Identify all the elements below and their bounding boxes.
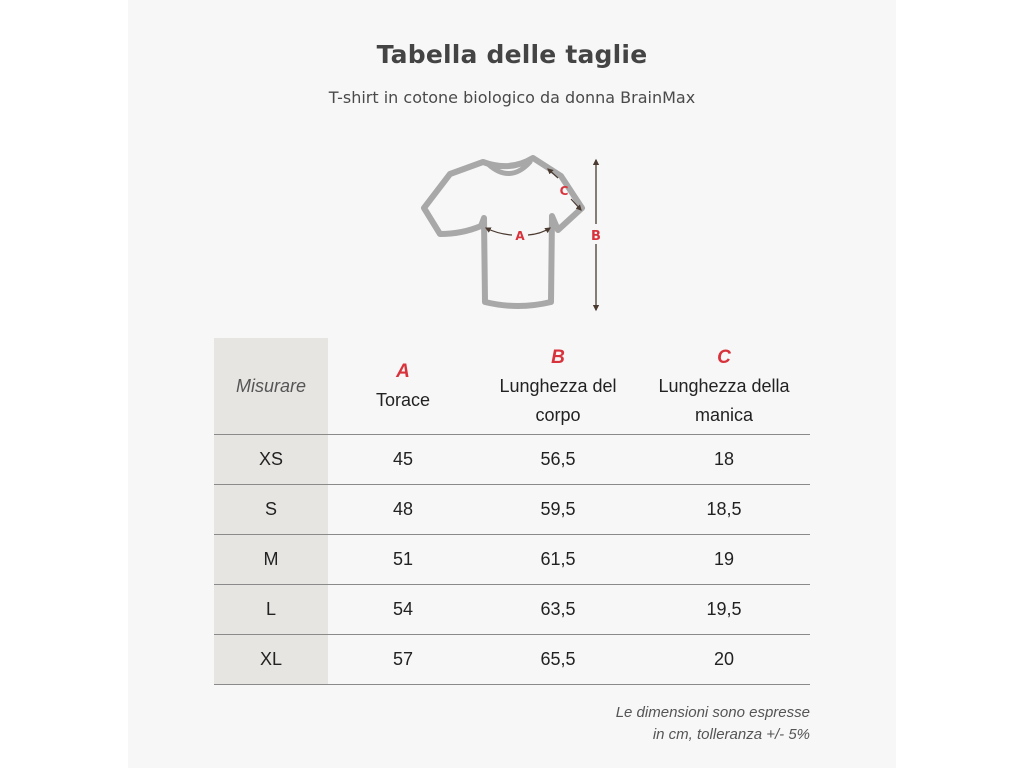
chest-cell: 57 [328, 635, 478, 685]
tshirt-outline [424, 158, 582, 306]
table-row [214, 485, 810, 535]
tshirt-icon [408, 150, 608, 320]
table-row [214, 435, 810, 485]
size-cell: XL [214, 635, 328, 685]
table-header-row [214, 338, 810, 435]
page-subtitle: T-shirt in cotone biologico da donna BrainMax [328, 88, 696, 107]
sleeve-length-cell: 18,5 [638, 485, 810, 535]
column-name: Lunghezza della manica [658, 375, 790, 425]
table-row [214, 535, 810, 585]
column-letter: A [396, 361, 410, 382]
footnote-line: in cm, tolleranza +/- 5% [652, 726, 810, 743]
body-length-cell: 56,5 [478, 435, 638, 485]
footnote-line: Le dimensioni sono espresse [615, 704, 810, 721]
page-title: Tabella delle taglie [376, 40, 648, 69]
sleeve-length-cell: 19 [638, 535, 810, 585]
body-length-cell: 59,5 [478, 485, 638, 535]
label-b: B [591, 229, 601, 244]
body-length-cell: 63,5 [478, 585, 638, 635]
column-header-chest [328, 338, 478, 435]
column-header-body-length [478, 338, 638, 435]
sleeve-length-cell: 20 [638, 635, 810, 685]
label-a: A [515, 229, 525, 243]
body-length-cell: 65,5 [478, 635, 638, 685]
chest-cell: 45 [328, 435, 478, 485]
body-length-cell: 61,5 [478, 535, 638, 585]
sleeve-length-cell: 18 [638, 435, 810, 485]
sleeve-length-cell: 19,5 [638, 585, 810, 635]
size-cell: S [214, 485, 328, 535]
label-c: C [559, 184, 569, 198]
size-cell: M [214, 535, 328, 585]
measure-header: Misurare [214, 338, 328, 435]
table-row [214, 635, 810, 685]
chest-cell: 48 [328, 485, 478, 535]
size-cell: XS [214, 435, 328, 485]
size-cell: L [214, 585, 328, 635]
size-chart-page [128, 0, 896, 768]
table-row [214, 585, 810, 635]
column-letter: B [551, 346, 565, 368]
tshirt-diagram [408, 150, 608, 320]
column-name: Torace [375, 390, 431, 410]
chest-cell: 54 [328, 585, 478, 635]
chest-cell: 51 [328, 535, 478, 585]
size-table [214, 338, 810, 685]
footnote [508, 702, 810, 746]
column-name: Lunghezza del corpo [499, 375, 617, 425]
column-letter: C [717, 346, 731, 368]
column-header-sleeve-length [638, 338, 810, 435]
